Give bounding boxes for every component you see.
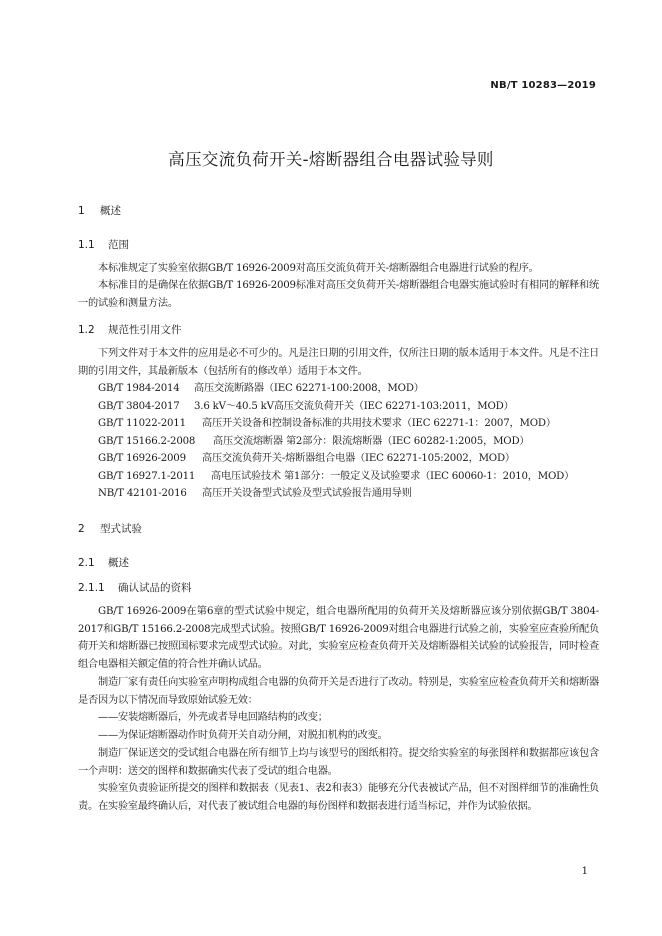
reference-title: 高电压试验技术 第1部分：一般定义及试验要求（IEC 60060-1：2010，MOD） xyxy=(211,470,575,482)
section-1-1-heading xyxy=(78,237,129,252)
paragraph: 本标准规定了实验室依据GB/T 16926-2009对高压交流负荷开关-熔断器组合电器进行试验的程序。 xyxy=(98,263,539,274)
section-title: 规范性引用文件 xyxy=(108,324,182,336)
paragraph: GB/T 16926-2009在第6章的型式试验中规定，组合电器所配用的负荷开关及熔断器应该分别依据GB/T 3804-2017和GB/T 15166.2-2008完成型式试验。按照GB/T 16926-2009对组合电器进行试验之前，实验室应查验所配负荷开关和熔断器已按照国标要求完成型式试验。对此，实验室应检查负荷开关及熔断器相关试验的试验报告，同时检查组合电器相关额定值的符合性并确认试品。 xyxy=(78,606,599,670)
section-number: 1.1 xyxy=(78,239,95,251)
section-number: 2.1 xyxy=(78,557,95,569)
reference-item xyxy=(98,450,603,468)
section-title: 范围 xyxy=(108,239,129,251)
reference-title: 高压交流负荷开关-熔断器组合电器（IEC 62271-105:2002，MOD） xyxy=(202,453,515,464)
reference-title: 高压开关设备和控制设备标准的共用技术要求（IEC 62271-1：2007，MOD） xyxy=(202,418,556,429)
reference-code: GB/T 16927.1-2011 xyxy=(98,470,196,482)
section-number: 2 xyxy=(78,523,85,535)
page-number: 1 xyxy=(581,866,588,877)
section-number: 2.1.1 xyxy=(78,582,105,594)
reference-code: GB/T 1984-2014 xyxy=(98,383,180,394)
reference-code: GB/T 16926-2009 xyxy=(98,453,186,464)
paragraph: 下列文件对于本文件的应用是必不可少的。凡是注日期的引用文件，仅所注日期的版本适用于本文件。凡是不注日期的引用文件，其最新版本（包括所有的修改单）适用于本文件。 xyxy=(78,348,599,377)
reference-list xyxy=(98,380,603,503)
reference-title: 高压交流断路器（IEC 62271-100:2008，MOD） xyxy=(194,383,424,394)
paragraph: 实验室负责验证所提交的图样和数据表（见表1、表2和表3）能够充分代表被试产品，但不对图样细节的准确性负责。在实验室最终确认后，对代表了被试组合电器的每份图样和数据表进行适当标记，并作为试验依据。 xyxy=(78,783,599,812)
section-1-heading xyxy=(78,203,121,218)
section-number: 1 xyxy=(78,205,85,217)
reference-item xyxy=(98,433,603,451)
standard-code: NB/T 10283—2019 xyxy=(490,80,596,91)
section-title: 概述 xyxy=(108,557,129,569)
reference-item xyxy=(98,398,603,416)
reference-item xyxy=(98,380,603,398)
reference-title: 高压开关设备型式试验及型式试验报告通用导则 xyxy=(202,488,412,499)
reference-item xyxy=(98,415,603,433)
section-2-1-1-heading xyxy=(78,580,192,595)
paragraph: ——安装熔断器后，外壳或者导电回路结构的改变； xyxy=(98,712,328,723)
section-2-heading xyxy=(78,521,142,536)
reference-title: 高压交流熔断器 第2部分：限流熔断器（IEC 60282-1:2005，MOD） xyxy=(213,435,530,447)
section-title: 型式试验 xyxy=(100,523,142,535)
paragraph: 制造厂家有责任向实验室声明构成组合电器的负荷开关是否进行了改动。特别是，实验室应检查负荷开关和熔断器是否因为以下情况而导致原始试验无效： xyxy=(78,677,599,706)
section-2-1-heading xyxy=(78,555,129,570)
paragraph: 本标准目的是确保在依据GB/T 16926-2009标准对高压交负荷开关-熔断器组合电器实施试验时有相同的解释和统一的试验和测量方法。 xyxy=(78,280,599,309)
reference-item xyxy=(98,468,603,486)
paragraph: ——为保证熔断器动作时负荷开关自动分闸，对脱扣机构的改变。 xyxy=(98,730,388,741)
reference-code: NB/T 42101-2016 xyxy=(98,488,187,499)
paragraph: 制造厂保证送交的受试组合电器在所有细节上均与该型号的图纸相符。提交给实验室的每张图样和数据都应该包含一个声明：送交的图样和数据确实代表了受试的组合电器。 xyxy=(78,748,599,777)
reference-title: 3.6 kV～40.5 kV高压交流负荷开关（IEC 62271-103:2011，MOD） xyxy=(194,400,514,412)
section-number: 1.2 xyxy=(78,324,95,336)
reference-code: GB/T 15166.2-2008 xyxy=(98,435,196,447)
reference-code: GB/T 11022-2011 xyxy=(98,418,186,429)
document-title: 高压交流负荷开关-熔断器组合电器试验导则 xyxy=(168,150,494,169)
section-title: 确认试品的资料 xyxy=(118,582,192,594)
section-title: 概述 xyxy=(100,205,121,217)
reference-item xyxy=(98,485,603,503)
section-1-2-heading xyxy=(78,322,182,337)
reference-code: GB/T 3804-2017 xyxy=(98,400,180,412)
